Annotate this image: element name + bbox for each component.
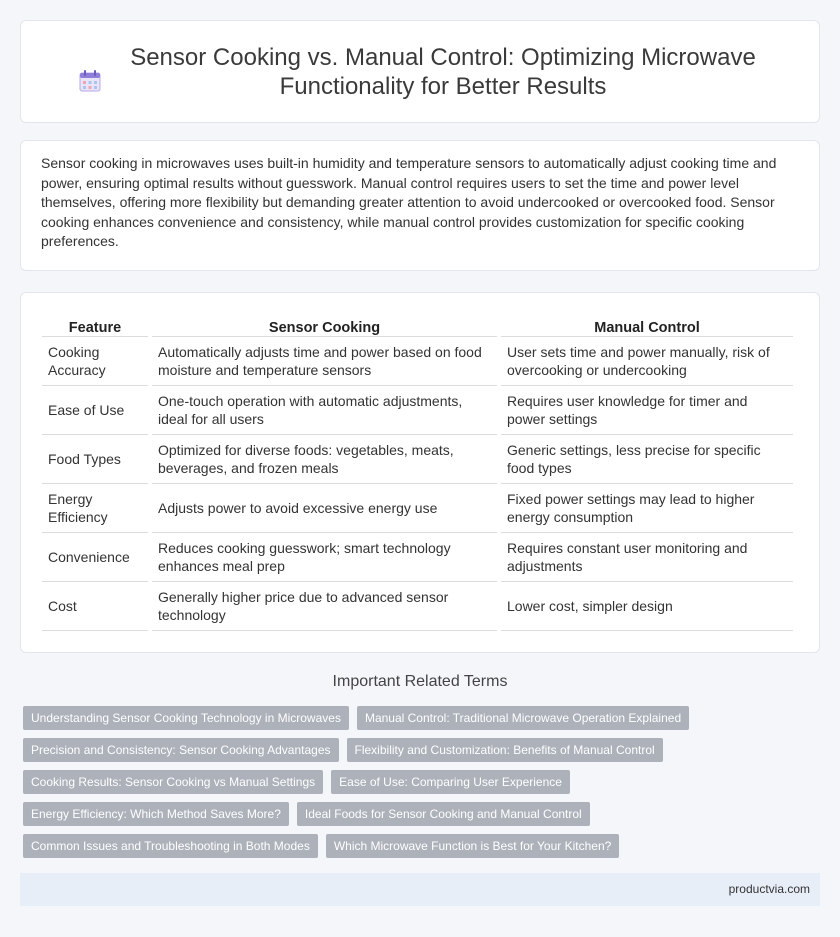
- row-feature: Ease of Use: [42, 386, 148, 435]
- header-manual-control: Manual Control: [501, 313, 793, 337]
- related-term-link[interactable]: Manual Control: Traditional Microwave Operation Explained: [357, 706, 689, 730]
- related-term-link[interactable]: Flexibility and Customization: Benefits of Manual Control: [347, 738, 663, 762]
- row-feature: Cost: [42, 582, 148, 631]
- row-feature: Cooking Accuracy: [42, 337, 148, 386]
- related-term-link[interactable]: Ideal Foods for Sensor Cooking and Manual Control: [297, 802, 590, 826]
- page-title: Sensor Cooking vs. Manual Control: Optimizing Microwave Functionality for Better Results: [130, 43, 756, 100]
- row-feature: Convenience: [42, 533, 148, 582]
- comparison-table: [38, 313, 797, 631]
- related-term-link[interactable]: Understanding Sensor Cooking Technology in Microwaves: [23, 706, 349, 730]
- row-sensor: Adjusts power to avoid excessive energy use: [152, 484, 497, 533]
- related-term-link[interactable]: Which Microwave Function is Best for Your Kitchen?: [326, 834, 619, 858]
- calendar-icon: [77, 68, 103, 94]
- table-header-row: [42, 313, 793, 337]
- related-term-link[interactable]: Common Issues and Troubleshooting in Both Modes: [23, 834, 318, 858]
- table-row: [42, 337, 793, 386]
- header-sensor-cooking: Sensor Cooking: [152, 313, 497, 337]
- row-manual: Lower cost, simpler design: [501, 582, 793, 631]
- row-sensor: Optimized for diverse foods: vegetables, meats, beverages, and frozen meals: [152, 435, 497, 484]
- table-row: [42, 582, 793, 631]
- related-term-link[interactable]: Energy Efficiency: Which Method Saves More?: [23, 802, 289, 826]
- row-manual: Requires constant user monitoring and adjustments: [501, 533, 793, 582]
- row-sensor: Automatically adjusts time and power based on food moisture and temperature sensors: [152, 337, 497, 386]
- row-manual: Requires user knowledge for timer and power settings: [501, 386, 793, 435]
- related-term-link[interactable]: Precision and Consistency: Sensor Cooking Advantages: [23, 738, 339, 762]
- table-row: [42, 386, 793, 435]
- row-feature: Energy Efficiency: [42, 484, 148, 533]
- header-card: [20, 20, 820, 123]
- intro-text: Sensor cooking in microwaves uses built-in humidity and temperature sensors to automatically adjust cooking time and power, ensuring optimal results without guesswork. Manual control requires users to set the time and power level themselves, offering more flexibility but demanding greater attention to avoid undercooked or overcooked food. Sensor cooking enhances convenience and consistency, while manual control provides customization for specific cooking preferences.: [41, 155, 777, 249]
- footer-site-link[interactable]: productvia.com: [728, 882, 810, 896]
- table-row: [42, 435, 793, 484]
- table-row: [42, 533, 793, 582]
- row-sensor: Generally higher price due to advanced sensor technology: [152, 582, 497, 631]
- related-terms-list: [23, 706, 823, 866]
- table-row: [42, 484, 793, 533]
- row-feature: Food Types: [42, 435, 148, 484]
- row-manual: Fixed power settings may lead to higher energy consumption: [501, 484, 793, 533]
- comparison-table-card: [20, 292, 820, 653]
- related-term-link[interactable]: Ease of Use: Comparing User Experience: [331, 770, 570, 794]
- footer: [20, 873, 820, 906]
- row-manual: User sets time and power manually, risk of overcooking or undercooking: [501, 337, 793, 386]
- related-term-link[interactable]: Cooking Results: Sensor Cooking vs Manual Settings: [23, 770, 323, 794]
- row-sensor: One-touch operation with automatic adjustments, ideal for all users: [152, 386, 497, 435]
- intro-card: [20, 140, 820, 271]
- row-manual: Generic settings, less precise for specific food types: [501, 435, 793, 484]
- related-terms-heading: Important Related Terms: [332, 673, 508, 690]
- header-feature: Feature: [42, 313, 148, 337]
- row-sensor: Reduces cooking guesswork; smart technology enhances meal prep: [152, 533, 497, 582]
